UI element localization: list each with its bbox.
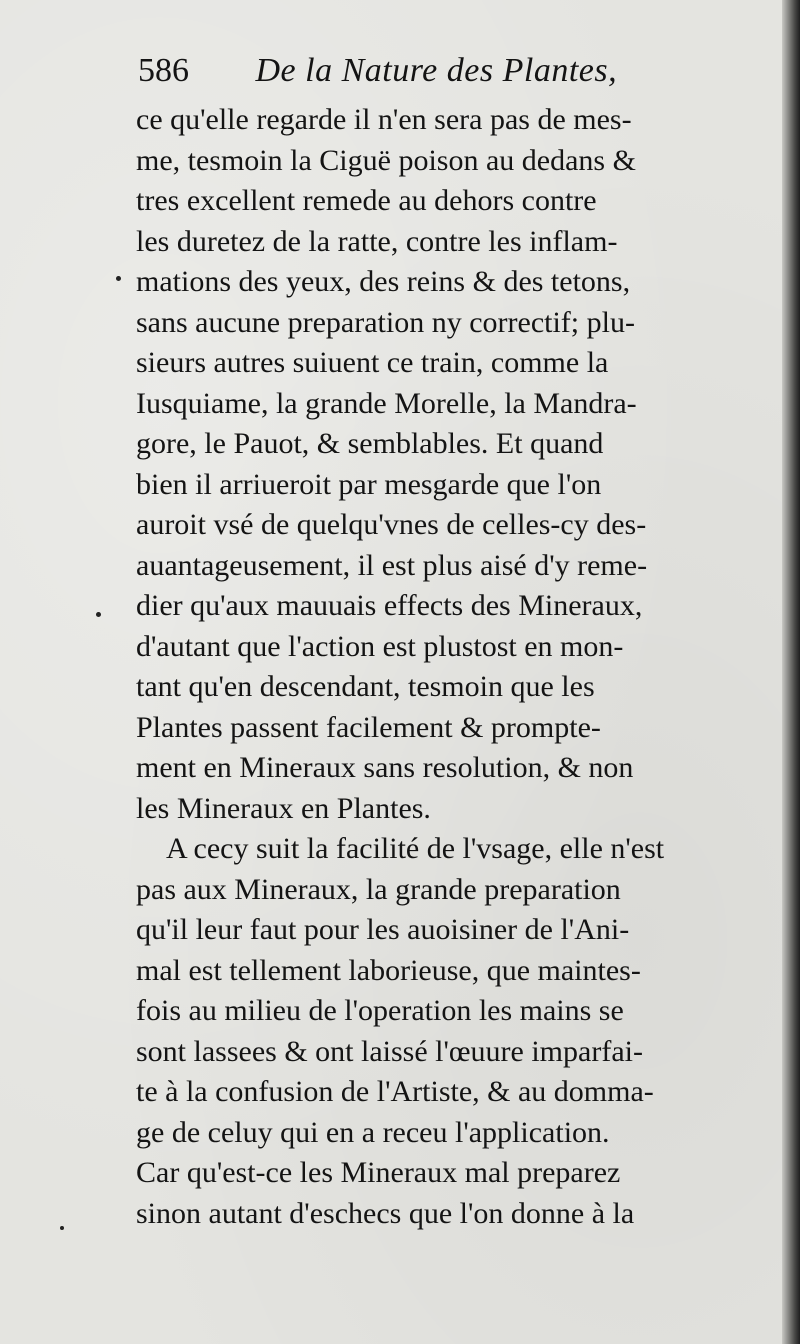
book-spine-shadow (782, 0, 800, 1344)
text-line: les duretez de la ratte, contre les inflam- (136, 224, 618, 258)
ink-speck (116, 276, 121, 281)
text-line: fois au milieu de l'operation les mains se (136, 994, 624, 1027)
text-line: mal est tellement laborieuse, que maintes- (136, 953, 641, 987)
text-line: ce qu'elle regarde il n'en sera pas de mes- (136, 103, 632, 136)
text-line: ge de celuy qui en a receu l'application. (136, 1115, 610, 1149)
running-header (138, 44, 698, 98)
text-line: qu'il leur faut pour les auoisiner de l'Ani- (136, 913, 630, 946)
page-number: 586 (138, 52, 189, 89)
text-line: tres excellent remede au dehors contre (136, 184, 597, 217)
text-line: pas aux Mineraux, la grande preparation (136, 872, 621, 906)
text-line: Plantes passent facilement & prompte- (136, 710, 601, 744)
text-line: te à la confusion de l'Artiste, & au domma- (136, 1075, 654, 1108)
text-line: dier qu'aux mauuais effects des Mineraux, (136, 589, 643, 622)
text-line: Car qu'est-ce les Mineraux mal preparez (136, 1156, 621, 1189)
text-line: mations des yeux, des reins & des tetons, (136, 265, 631, 298)
paragraph-first-line: A cecy suit la facilité de l'vsage, elle n'est (166, 832, 665, 865)
text-line: sans aucune preparation ny correctif; plu- (136, 305, 635, 339)
text-line: Iusquiame, la grande Morelle, la Mandra- (136, 386, 637, 420)
text-line: sinon autant d'eschecs que l'on donne à la (136, 1196, 635, 1230)
running-title: De la Nature des Plantes, (255, 52, 618, 89)
text-line: auroit vsé de quelqu'vnes de celles-cy des- (136, 508, 647, 541)
text-line: auantageusement, il est plus aisé d'y reme- (136, 548, 648, 582)
ink-speck (60, 1226, 64, 1230)
text-line: gore, le Pauot, & semblables. Et quand (136, 427, 604, 460)
text-line: tant qu'en descendant, tesmoin que les (136, 670, 595, 703)
text-line: ment en Mineraux sans resolution, & non (136, 751, 634, 784)
text-line: bien il arriueroit par mesgarde que l'on (136, 467, 602, 501)
text-line: sieurs autres suiuent ce train, comme la (136, 346, 609, 379)
body-text (136, 100, 746, 1234)
ink-speck (96, 612, 101, 617)
text-line: d'autant que l'action est plustost en mon- (136, 629, 624, 663)
text-line: me, tesmoin la Ciguë poison au dedans & (136, 143, 636, 177)
text-line: les Mineraux en Plantes. (136, 791, 431, 825)
text-line: sont lassees & ont laissé l'œuure imparfai- (136, 1034, 643, 1068)
